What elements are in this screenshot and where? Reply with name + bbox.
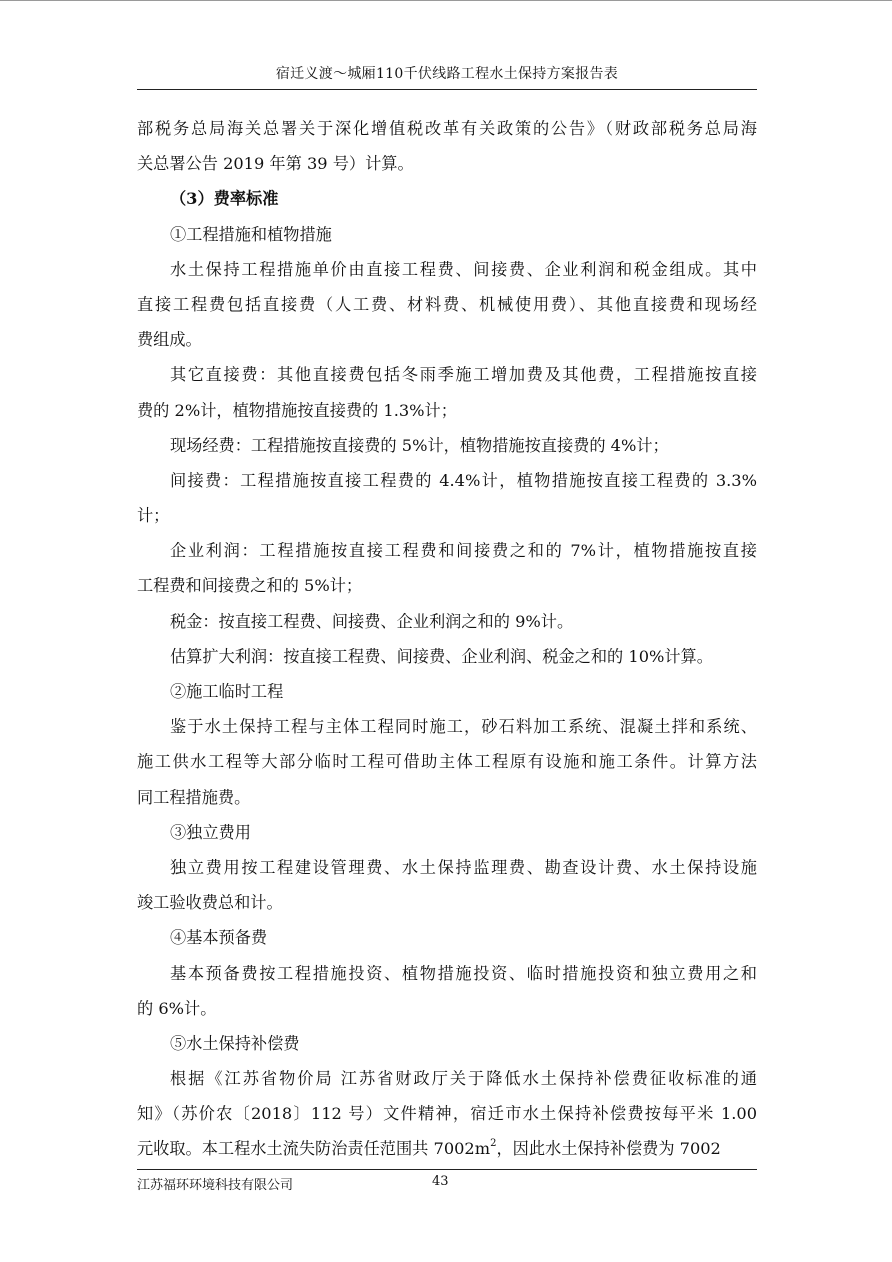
body-line: 工程费和间接费之和的 5%计； — [137, 576, 363, 596]
body-line: 费组成。 — [137, 330, 202, 350]
body-line: 税金：按直接工程费、间接费、企业利润之和的 9%计。 — [170, 611, 574, 631]
header-divider — [137, 89, 757, 90]
body-line: 基本预备费按工程措施投资、植物措施投资、临时措施投资和独立费用之和 — [170, 963, 757, 983]
body-line: 关总署公告 2019 年第 39 号）计算。 — [137, 154, 414, 174]
subsection-heading: ②施工临时工程 — [170, 682, 284, 701]
body-line: 竣工验收费总和计。 — [137, 893, 283, 913]
document-body — [137, 111, 757, 1167]
body-line: 施工供水工程等大部分临时工程可借助主体工程原有设施和施工条件。计算方法 — [137, 752, 757, 772]
body-line: 其它直接费：其他直接费包括冬雨季施工增加费及其他费，工程措施按直接 — [170, 365, 757, 385]
body-line: 费的 2%计，植物措施按直接费的 1.3%计； — [137, 400, 457, 420]
body-line: 根据《江苏省物价局 江苏省财政厅关于降低水土保持补偿费征收标准的通 — [170, 1069, 757, 1089]
subsection-heading: ③独立费用 — [170, 822, 251, 842]
body-line-segment: ，因此水土保持补偿费为 7002 — [496, 1139, 721, 1159]
body-line: 的 6%计。 — [137, 998, 217, 1018]
body-line-segment: 元收取。本工程水土流失防治责任范围共 7002m — [137, 1139, 491, 1159]
subsection-heading: ⑤水土保持补偿费 — [170, 1033, 300, 1053]
section-heading: （3）费率标准 — [170, 189, 279, 209]
body-line: 部税务总局海关总署关于深化增值税改革有关政策的公告》（财政部税务总局海 — [137, 119, 757, 138]
body-line: 间接费：工程措施按直接工程费的 4.4%计，植物措施按直接工程费的 3.3% — [170, 470, 757, 490]
footer-company: 江苏福环环境科技有限公司 — [137, 1178, 294, 1193]
body-line: 同工程措施费。 — [137, 787, 251, 807]
body-line: 企业利润：工程措施按直接工程费和间接费之和的 7%计，植物措施按直接 — [170, 541, 757, 561]
body-line: 计； — [137, 506, 170, 526]
subsection-heading: ①工程措施和植物措施 — [170, 224, 332, 244]
body-line: 现场经费：工程措施按直接费的 5%计，植物措施按直接费的 4%计； — [170, 435, 669, 455]
body-line: 独立费用按工程建设管理费、水土保持监理费、勘查设计费、水土保持设施 — [170, 857, 757, 877]
body-line: 直接工程费包括直接费（人工费、材料费、机械使用费）、其他直接费和现场经 — [137, 294, 757, 314]
subsection-heading: ④基本预备费 — [170, 928, 268, 948]
page-number: 43 — [432, 1174, 449, 1189]
body-line — [137, 1131, 757, 1166]
superscript: 2 — [490, 1138, 497, 1150]
footer-divider — [137, 1169, 757, 1170]
body-line: 鉴于水土保持工程与主体工程同时施工，砂石料加工系统、混凝土拌和系统、 — [170, 717, 757, 737]
body-line: 估算扩大利润：按直接工程费、间接费、企业利润、税金之和的 10%计算。 — [170, 646, 713, 666]
body-line: 水土保持工程措施单价由直接工程费、间接费、企业利润和税金组成。其中 — [170, 259, 757, 279]
body-line: 知》（苏价农〔2018〕112 号）文件精神，宿迁市水土保持补偿费按每平米 1.00 — [137, 1104, 757, 1124]
page-header: 宿迁义渡～城厢110千伏线路工程水土保持方案报告表 — [275, 66, 619, 82]
